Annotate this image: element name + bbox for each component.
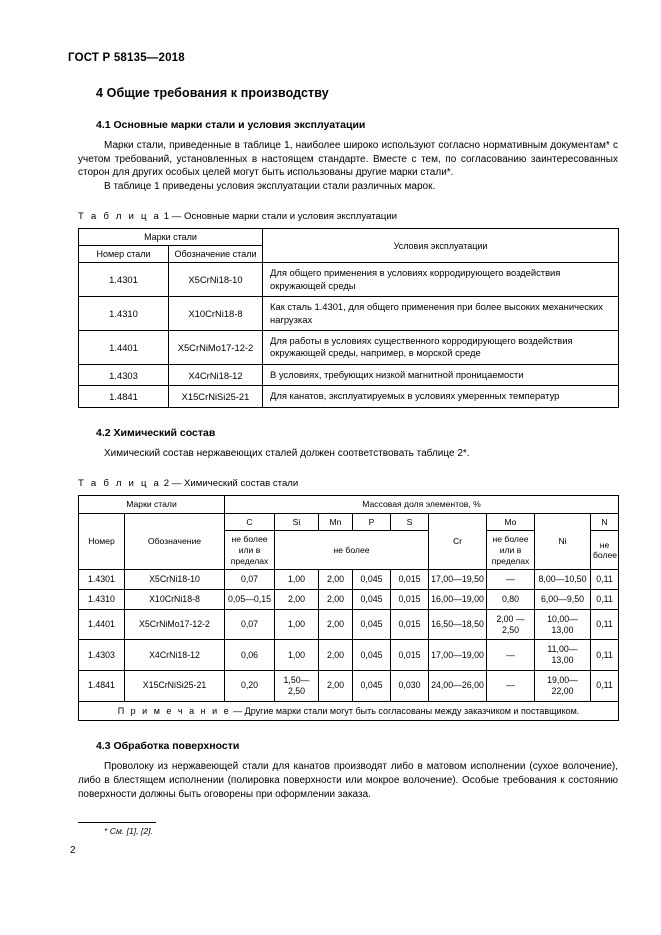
table-1-header-row-1 <box>79 229 619 246</box>
table-2-cell-si: 1,00 <box>275 570 319 590</box>
table-1-cell-number: 1.4310 <box>79 297 169 331</box>
table-2-header-row-1 <box>79 496 619 514</box>
table-1-caption-title: — Основные марки стали и условия эксплуатации <box>171 211 398 223</box>
table-1-cell-designation: X5CrNi18-10 <box>169 263 263 297</box>
table-2-cell-p: 0,045 <box>353 609 391 640</box>
table-2-cell-si: 1,00 <box>275 640 319 671</box>
footnote-separator <box>78 822 156 823</box>
table-2-caption-label: Т а б л и ц а <box>78 478 162 490</box>
table-2-cell-n: 0,11 <box>591 570 619 590</box>
table-1-cell-conditions: Для канатов, эксплуатируемых в условиях умеренных температур <box>263 386 619 407</box>
table-2-header-element-p: P <box>353 513 391 531</box>
table-2-header-limit-c: не более или в пределах <box>225 531 275 570</box>
table-2-cell-mn: 2,00 <box>319 640 353 671</box>
table-2-header-designation: Обозначение <box>125 513 225 569</box>
table-2-cell-mn: 2,00 <box>319 570 353 590</box>
section-heading-4: 4 Общие требования к производству <box>96 86 329 100</box>
table-1-cell-designation: X5CrNiMo17-12-2 <box>169 331 263 365</box>
table-2-note-lead: П р и м е ч а н и е <box>117 705 231 716</box>
table-2-header-element-s: S <box>391 513 429 531</box>
table-1-cell-number: 1.4303 <box>79 364 169 385</box>
table-row <box>79 609 619 640</box>
table-2-cell-n: 0,11 <box>591 640 619 671</box>
footnote-reference: * См. [1], [2]. <box>104 826 153 836</box>
table-2-cell-number: 1.4841 <box>79 670 125 701</box>
table-2-cell-c: 0,06 <box>225 640 275 671</box>
table-2-header-number: Номер <box>79 513 125 569</box>
table-2-header-limit-n: не более <box>591 531 619 570</box>
table-2-caption <box>78 478 618 489</box>
table-2-cell-cr: 16,00—19,00 <box>429 589 487 609</box>
table-2-header-element-n: N <box>591 513 619 531</box>
table-2-cell-cr: 17,00—19,50 <box>429 570 487 590</box>
table-2-header-row-2 <box>79 513 619 531</box>
table-2-header-limit-mo: не более или в пределах <box>487 531 535 570</box>
table-2-cell-mn: 2,00 <box>319 609 353 640</box>
table-2-cell-cr: 17,00—19,00 <box>429 640 487 671</box>
table-1-header-number: Номер стали <box>79 246 169 263</box>
table-2-cell-ni: 6,00—9,50 <box>535 589 591 609</box>
table-1-cell-number: 1.4301 <box>79 263 169 297</box>
table-2-cell-s: 0,030 <box>391 670 429 701</box>
page-content <box>78 86 618 801</box>
table-1-steel-grades <box>78 228 619 407</box>
table-row <box>79 670 619 701</box>
table-1-cell-conditions: Как сталь 1.4301, для общего применения при более высоких механических нагрузках <box>263 297 619 331</box>
section-heading-4-1: 4.1 Основные марки стали и условия эксплуатации <box>96 119 366 131</box>
table-2-header-element-mo: Mo <box>487 513 535 531</box>
table-2-cell-si: 1,50—2,50 <box>275 670 319 701</box>
table-2-cell-c: 0,07 <box>225 609 275 640</box>
table-2-header-element-c: C <box>225 513 275 531</box>
table-row <box>79 589 619 609</box>
table-2-cell-si: 2,00 <box>275 589 319 609</box>
table-2-caption-number: 2 <box>163 478 170 490</box>
standard-header: ГОСТ Р 58135—2018 <box>68 52 185 64</box>
table-2-cell-mn: 2,00 <box>319 589 353 609</box>
section-heading-4-3: 4.3 Обработка поверхности <box>96 740 240 753</box>
table-2-cell-ni: 10,00—13,00 <box>535 609 591 640</box>
table-2-note-row <box>79 701 619 721</box>
table-row <box>79 386 619 407</box>
table-2-cell-number: 1.4310 <box>79 589 125 609</box>
paragraph-4-1-2: В таблице 1 приведены условия эксплуатации стали различных марок. <box>104 180 436 192</box>
table-2-cell-c: 0,05—0,15 <box>225 589 275 609</box>
table-2-cell-si: 1,00 <box>275 609 319 640</box>
table-2-cell-n: 0,11 <box>591 670 619 701</box>
table-1-caption-label: Т а б л и ц а <box>78 211 162 223</box>
table-2-cell-designation: X15CrNiSi25-21 <box>125 670 225 701</box>
table-1-cell-designation: X10CrNi18-8 <box>169 297 263 331</box>
table-1-cell-number: 1.4841 <box>79 386 169 407</box>
section-heading-4-2: 4.2 Химический состав <box>96 426 216 439</box>
table-1-cell-number: 1.4401 <box>79 331 169 365</box>
table-2-cell-mo: — <box>487 670 535 701</box>
table-row <box>79 570 619 590</box>
table-2-header-element-ni: Ni <box>535 513 591 569</box>
table-2-cell-c: 0,07 <box>225 570 275 590</box>
table-2-note-text: — Другие марки стали могут быть согласованы между заказчиком и поставщиком. <box>230 705 580 716</box>
table-2-cell-p: 0,045 <box>353 570 391 590</box>
table-2-cell-designation: X10CrNi18-8 <box>125 589 225 609</box>
table-2-note <box>79 701 619 721</box>
table-row <box>79 263 619 297</box>
table-2-cell-c: 0,20 <box>225 670 275 701</box>
table-2-cell-designation: X5CrNi18-10 <box>125 570 225 590</box>
table-2-cell-designation: X5CrNiMo17-12-2 <box>125 609 225 640</box>
paragraph-4-3-1: Проволоку из нержавеющей стали для канатов производят либо в матовом исполнении (сухое волочение), либо в блестящем исполнении (полировка поверхности или мокрое волочение). Особые требования к состоянию поверхности должны быть оговорены при оформлении заказа. <box>78 761 618 800</box>
table-2-cell-cr: 16,50—18,50 <box>429 609 487 640</box>
table-2-caption-title: — Химический состав стали <box>171 478 299 490</box>
table-2-cell-mo: 0,80 <box>487 589 535 609</box>
paragraph-4-1-1: Марки стали, приведенные в таблице 1, наиболее широко используют согласно нормативным документам* с учетом требований, установленных в настоящем стандарте. Вместе с тем, по согласованию заинтересованных сторон для других особых целей могут быть использованы другие марки стали*. <box>78 140 618 179</box>
table-2-cell-cr: 24,00—26,00 <box>429 670 487 701</box>
table-2-cell-n: 0,11 <box>591 589 619 609</box>
table-2-header-marks: Марки стали <box>79 496 225 514</box>
table-row <box>79 331 619 365</box>
table-1-cell-conditions: Для общего применения в условиях корродирующего воздействия окружающей среды <box>263 263 619 297</box>
table-1-cell-conditions: В условиях, требующих низкой магнитной проницаемости <box>263 364 619 385</box>
table-2-cell-n: 0,11 <box>591 609 619 640</box>
table-2-header-element-cr: Cr <box>429 513 487 569</box>
table-2-cell-s: 0,015 <box>391 640 429 671</box>
table-2-cell-ni: 11,00—13,00 <box>535 640 591 671</box>
table-2-cell-mn: 2,00 <box>319 670 353 701</box>
table-1-header-marks: Марки стали <box>79 229 263 246</box>
paragraph-4-2-1: Химический состав нержавеющих сталей должен соответствовать таблице 2*. <box>104 447 470 459</box>
table-2-header-element-si: Si <box>275 513 319 531</box>
table-2-cell-number: 1.4301 <box>79 570 125 590</box>
table-2-cell-ni: 19,00—22,00 <box>535 670 591 701</box>
table-1-header-designation: Обозначение стали <box>169 246 263 263</box>
table-2-cell-mo: 2,00 — 2,50 <box>487 609 535 640</box>
table-2-header-element-mn: Mn <box>319 513 353 531</box>
table-2-cell-number: 1.4401 <box>79 609 125 640</box>
table-2-cell-p: 0,045 <box>353 640 391 671</box>
table-1-header-conditions: Условия эксплуатации <box>263 229 619 263</box>
table-1-cell-designation: X15CrNiSi25-21 <box>169 386 263 407</box>
table-2-cell-mo: — <box>487 570 535 590</box>
table-1-caption-number: 1 <box>163 211 170 223</box>
table-row <box>79 640 619 671</box>
table-2-cell-p: 0,045 <box>353 670 391 701</box>
table-2-cell-designation: X4CrNi18-12 <box>125 640 225 671</box>
table-row <box>79 364 619 385</box>
table-2-cell-s: 0,015 <box>391 589 429 609</box>
page-number: 2 <box>70 845 76 856</box>
table-1-cell-conditions: Для работы в условиях существенного корродирующего воздействия окружающей среды, например, в морской среде <box>263 331 619 365</box>
table-2-cell-p: 0,045 <box>353 589 391 609</box>
table-2-chemical-composition <box>78 495 619 721</box>
table-2-cell-ni: 8,00—10,50 <box>535 570 591 590</box>
table-row <box>79 297 619 331</box>
table-2-header-mass-fraction: Массовая доля элементов, % <box>225 496 619 514</box>
table-2-cell-mo: — <box>487 640 535 671</box>
table-1-caption <box>78 211 618 222</box>
table-2-header-limit-group: не более <box>275 531 429 570</box>
table-2-cell-number: 1.4303 <box>79 640 125 671</box>
table-2-cell-s: 0,015 <box>391 609 429 640</box>
table-1-cell-designation: X4CrNi18-12 <box>169 364 263 385</box>
table-2-cell-s: 0,015 <box>391 570 429 590</box>
